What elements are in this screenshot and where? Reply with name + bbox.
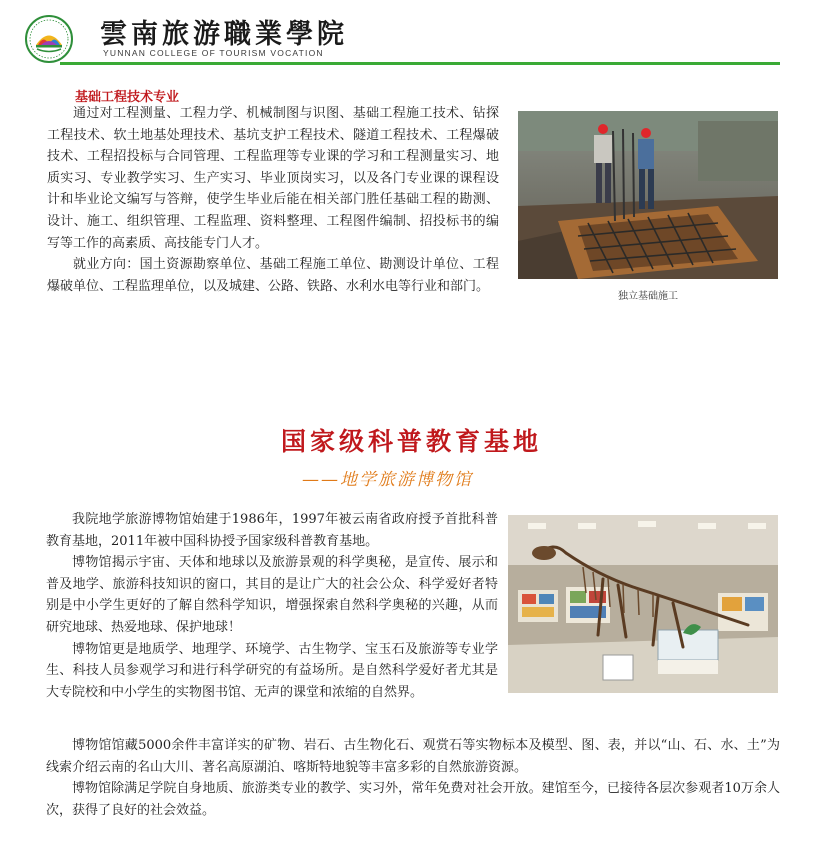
foundation-construction-photo (518, 111, 778, 279)
college-emblem-icon (24, 14, 74, 64)
major-title: 基础工程技术专业 (75, 89, 180, 104)
header-divider (60, 62, 780, 65)
museum-collection-description (46, 735, 780, 821)
museum-paragraph-5: 博物馆除满足学院自身地质、旅游类专业的教学、实习外，常年免费对社会开放。建馆至今，已接待各层次参观者10万余人次，获得了良好的社会效益。 (46, 781, 780, 818)
college-name-cn: 雲南旅游職業學院 (100, 19, 348, 50)
museum-paragraph-2: 博物馆揭示宇宙、天体和地球以及旅游景观的科学奥秘，是宣传、展示和普及地学、旅游科技知识的窗口，其目的是让广大的社会公众、科学爱好者特别是中小学生更好的了解自然科学知识，增强探索自然科学奥秘的兴趣，从而研究地球、热爱地球、保护地球！ (46, 555, 498, 635)
museum-paragraph-1: 我院地学旅游博物馆始建于1986年，1997年被云南省政府授予首批科普教育基地，2011年被中国科协授予国家级科普教育基地。 (46, 512, 498, 549)
major-paragraph-1: 通过对工程测量、工程力学、机械制图与识图、基础工程施工技术、钻探工程技术、软土地基处理技术、基坑支护工程技术、隧道工程技术、工程爆破技术、工程招投标与合同管理、工程监理等专业课的学习和工程测量实习、地质实习、专业教学实习、生产实习、毕业顶岗实习，以及各门专业课的课程设计和毕业论文编写与答辩，使学生毕业后能在相关部门胜任基础工程的勘测、设计、施工、组织管理、工程监理、资料整理、工程图件编制、招投标书的编写等工作的高素质、高技能专门人才。 (47, 106, 499, 251)
photo-caption: 独立基础施工 (618, 291, 678, 302)
section-subheading: ——地学旅游博物馆 (302, 470, 473, 490)
museum-paragraph-3: 博物馆更是地质学、地理学、环境学、古生物学、宝玉石及旅游等专业学生、科技人员参观学习和进行科学研究的有益场所。是自然科学爱好者尤其是大专院校和中小学生的实物图书馆、无声的课堂和浓缩的自然界。 (46, 641, 498, 700)
major-paragraph-2: 就业方向：国土资源勘察单位、基础工程施工单位、勘测设计单位、工程爆破单位、工程监理单位，以及城建、公路、铁路、水利水电等行业和部门。 (47, 257, 499, 294)
museum-description (46, 509, 498, 703)
section-heading: 国家级科普教育基地 (280, 427, 542, 456)
major-description (47, 103, 499, 297)
museum-paragraph-4: 博物馆馆藏5000余件丰富详实的矿物、岩石、古生物化石、观赏石等实物标本及模型、图、表，并以“山、石、水、土”为线索介绍云南的名山大川、著名高原湖泊、喀斯特地貌等丰富多彩的自然旅游资源。 (46, 738, 780, 775)
college-name-en: YUNNAN COLLEGE OF TOURISM VOCATION (103, 48, 324, 58)
dinosaur-exhibit-photo (508, 515, 778, 693)
